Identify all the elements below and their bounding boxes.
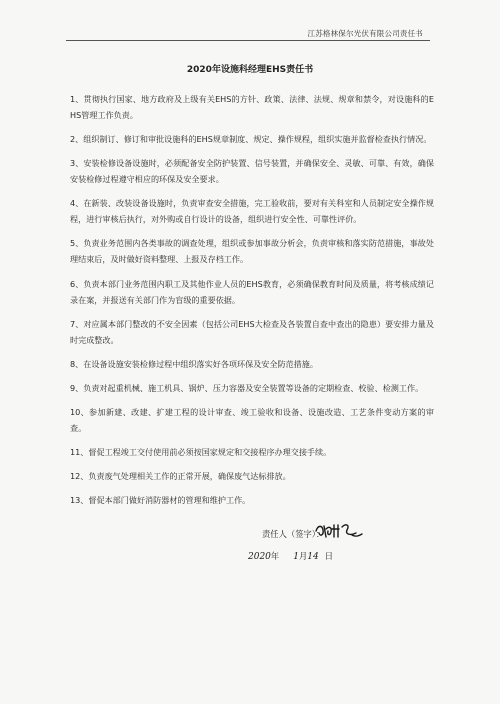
date-month-hand: 1	[293, 552, 299, 562]
list-item: 9、负责对起重机械、施工机具、锅炉、压力容器及安全装置等设备的定期检查、校验、检测工作。	[70, 382, 424, 393]
list-item: 2、组织制订、修订和审批设施科的EHS规章制度、规定、操作规程，组织实施并监督检查执行情况。	[70, 134, 432, 145]
list-item: 10、参加新建、改建、扩建工程的设计审查、竣工验收和设备、设施改造、工艺条件变动方案的审查。	[70, 406, 434, 433]
list-item: 13、督促本部门做好消防器材的管理和维护工作。	[70, 495, 251, 506]
list-item: 1、贯彻执行国家、地方政府及上级有关EHS的方针、政策、法律、法规、规章和禁令，对设施科的EHS管理工作负责。	[70, 94, 434, 121]
date-day-hand: 14	[307, 552, 319, 562]
list-item: 11、督促工程竣工交付使用前必须按国家规定和交接程序办理交接手续。	[70, 447, 332, 458]
list-item: 4、在新装、改装设备设施时，负责审查安全措施，完工验收前，要对有关科室和人员制定安全操作规程，进行审核后执行，对外购或自行设计的设备，组织进行安全性、可靠性评价。	[70, 198, 434, 225]
signature-label: 责任人（签字）：	[262, 529, 325, 539]
list-item: 5、负责业务范围内各类事故的调查处理，组织或参加事故分析会，负责审核和落实防范措施，事故处理结束后，及时做好资料整理、上报及存档工作。	[70, 238, 434, 265]
list-item: 12、负责废气处理相关工作的正常开展，确保废气达标排放。	[70, 471, 291, 482]
signature-date: 2020年 1月14 日	[248, 551, 334, 562]
list-item: 6、负责本部门业务范围内职工及其他作业人员的EHS教育，必须确保教育时间及质量，将考核成绩记录在案，并报送有关部门作为盲级的重要依据。	[70, 278, 434, 305]
list-item: 8、在设备设施安装检修过程中组织落实好各项环保及安全防范措施。	[70, 358, 318, 369]
header-rule	[66, 40, 430, 41]
handwritten-signature	[312, 517, 364, 543]
list-item: 7、对应属本部门整改的不安全因素（包括公司EHS大检查及各装置自查中查出的隐患）要安排力量及时完成整改。	[70, 318, 434, 345]
header-company: 江苏格林保尔光伏有限公司责任书	[307, 29, 423, 38]
page-title: 2020年设施科经理EHS责任书	[186, 65, 314, 75]
document-body	[70, 83, 434, 513]
date-year-hand: 2020	[248, 552, 271, 562]
list-item: 3、安装检修设备设施时，必须配备安全防护装置、信号装置，并确保安全、灵敏、可靠、有效，确保安装检修过程遵守相应的环保及安全要求。	[70, 158, 434, 185]
